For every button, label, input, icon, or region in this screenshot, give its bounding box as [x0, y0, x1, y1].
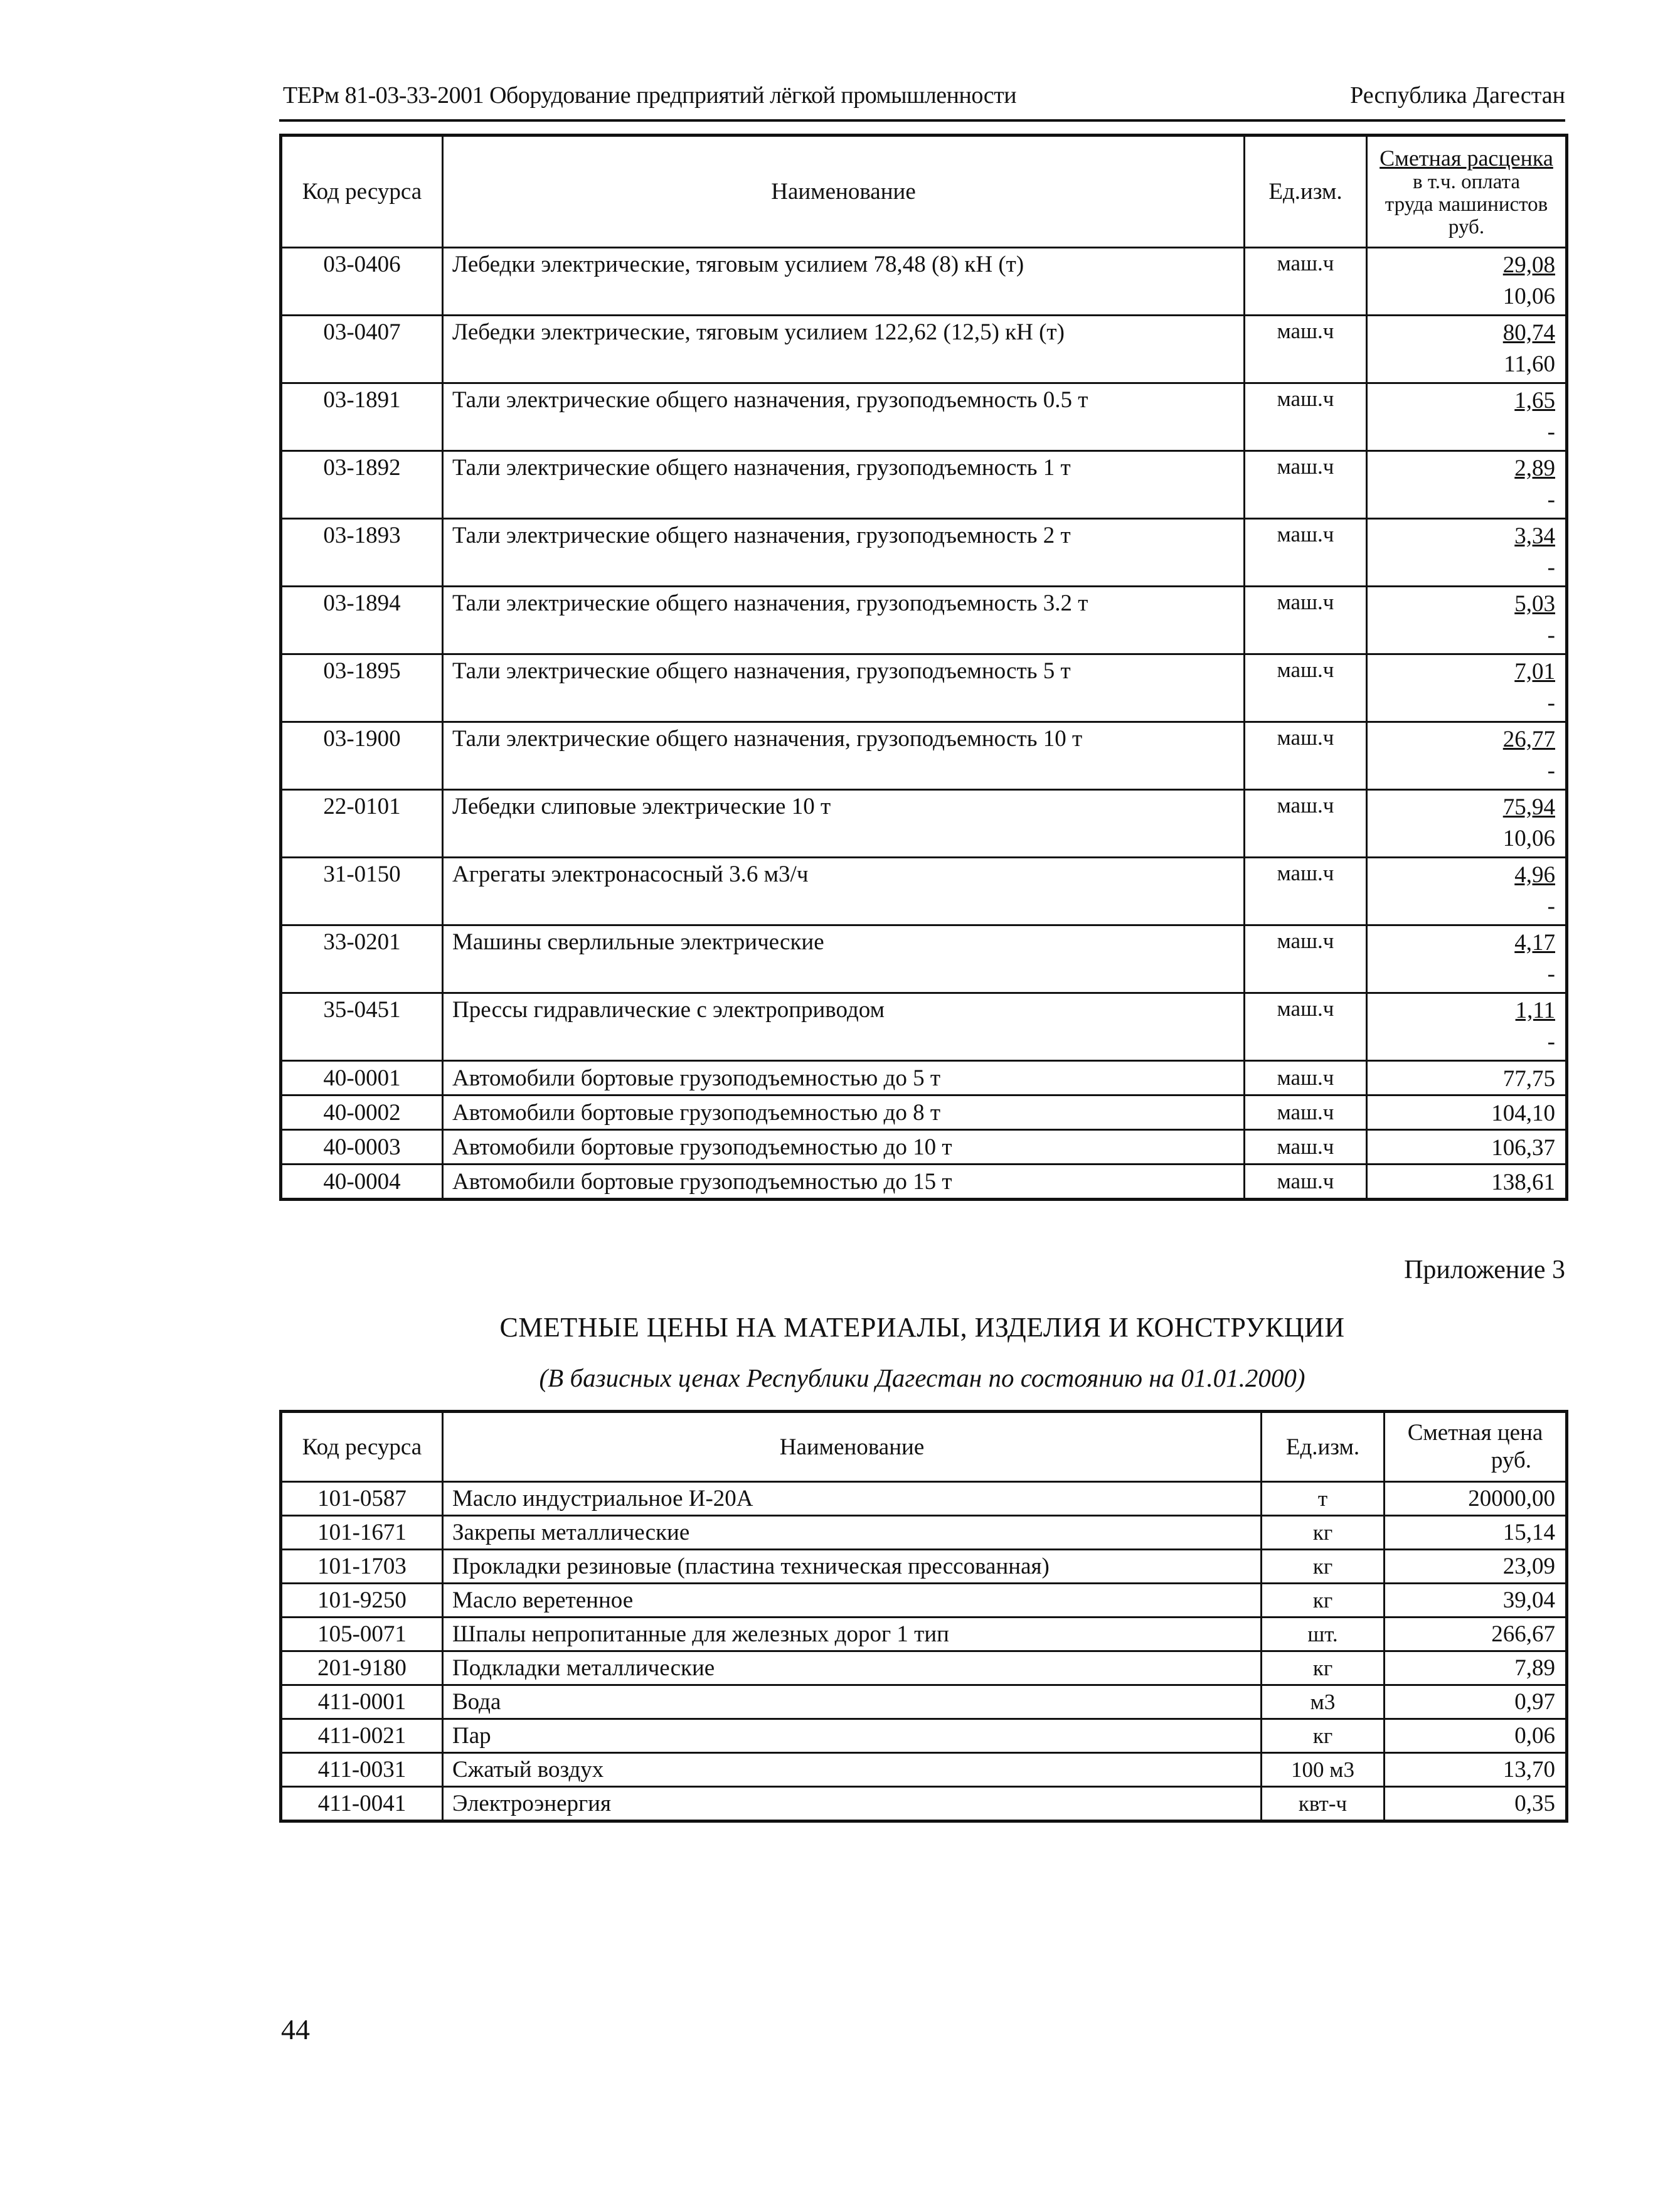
resource-price — [1367, 722, 1567, 790]
column-header-price — [1385, 1412, 1567, 1482]
resource-name: Масло веретенное — [443, 1584, 1262, 1618]
resource-price — [1367, 858, 1567, 925]
table-row — [281, 1482, 1567, 1516]
labor-value: - — [1547, 690, 1555, 716]
resource-code: 40-0003 — [281, 1130, 443, 1165]
resource-name: Сжатый воздух — [443, 1753, 1262, 1787]
resource-code: 22-0101 — [281, 790, 443, 858]
resource-code: 105-0071 — [281, 1618, 443, 1651]
resource-price: 0,97 — [1385, 1685, 1567, 1719]
header-divider — [279, 119, 1565, 122]
resource-unit: маш.ч — [1245, 1061, 1367, 1096]
labor-value: - — [1547, 555, 1555, 580]
resource-unit: маш.ч — [1245, 383, 1367, 451]
resource-name: Автомобили бортовые грузоподъемностью до 8 т — [443, 1096, 1245, 1130]
resource-name: Прокладки резиновые (пластина техническая прессованная) — [443, 1550, 1262, 1584]
resource-code: 40-0004 — [281, 1165, 443, 1200]
price-header-sub2: труда машинистов — [1385, 193, 1548, 216]
labor-value: - — [1547, 893, 1555, 919]
resource-unit: маш.ч — [1245, 993, 1367, 1061]
resource-unit: кг — [1262, 1584, 1385, 1618]
rate-value: 5,03 — [1514, 591, 1555, 617]
resource-price: 106,37 — [1367, 1130, 1567, 1165]
price-header-sub1: в т.ч. оплата — [1412, 170, 1520, 193]
resource-unit: квт-ч — [1262, 1787, 1385, 1821]
resource-unit: маш.ч — [1245, 790, 1367, 858]
table-row — [281, 1618, 1567, 1651]
resource-name: Лебедки слиповые электрические 10 т — [443, 790, 1245, 858]
resource-code: 03-1900 — [281, 722, 443, 790]
column-header-unit: Ед.изм. — [1245, 136, 1367, 248]
resource-name: Пар — [443, 1719, 1262, 1753]
resource-code: 31-0150 — [281, 858, 443, 925]
table-row — [281, 1685, 1567, 1719]
resource-name: Автомобили бортовые грузоподъемностью до 10 т — [443, 1130, 1245, 1165]
resource-price: 0,35 — [1385, 1787, 1567, 1821]
resource-unit: маш.ч — [1245, 722, 1367, 790]
table-row — [281, 790, 1567, 858]
resource-unit: маш.ч — [1245, 451, 1367, 519]
resource-price: 0,06 — [1385, 1719, 1567, 1753]
table-row — [281, 1787, 1567, 1821]
rate-value: 26,77 — [1502, 727, 1555, 752]
resource-price — [1367, 654, 1567, 722]
resource-price — [1367, 925, 1567, 993]
table-header-row — [281, 1412, 1567, 1482]
page-number: 44 — [281, 2013, 310, 2045]
column-header-name: Наименование — [443, 1412, 1262, 1482]
resource-price — [1367, 451, 1567, 519]
resource-name: Тали электрические общего назначения, грузоподъемность 3.2 т — [443, 587, 1245, 654]
resource-code: 201-9180 — [281, 1651, 443, 1685]
resource-code: 411-0021 — [281, 1719, 443, 1753]
machine-rates-body — [281, 248, 1567, 1200]
resource-code: 03-0407 — [281, 316, 443, 383]
table-row — [281, 925, 1567, 993]
resource-unit: шт. — [1262, 1618, 1385, 1651]
resource-code: 40-0001 — [281, 1061, 443, 1096]
resource-code: 35-0451 — [281, 993, 443, 1061]
resource-price: 266,67 — [1385, 1618, 1567, 1651]
column-header-name: Наименование — [443, 136, 1245, 248]
price-header-unit: руб. — [1448, 215, 1485, 238]
resource-price — [1367, 316, 1567, 383]
resource-code: 40-0002 — [281, 1096, 443, 1130]
labor-value: - — [1547, 622, 1555, 648]
labor-value: 11,60 — [1504, 351, 1555, 377]
resource-name: Тали электрические общего назначения, грузоподъемность 1 т — [443, 451, 1245, 519]
resource-price: 39,04 — [1385, 1584, 1567, 1618]
resource-name: Закрепы металлические — [443, 1516, 1262, 1550]
resource-name: Тали электрические общего назначения, грузоподъемность 5 т — [443, 654, 1245, 722]
resource-price: 104,10 — [1367, 1096, 1567, 1130]
resource-code: 03-1891 — [281, 383, 443, 451]
resource-code: 101-9250 — [281, 1584, 443, 1618]
column-header-price — [1367, 136, 1567, 248]
resource-unit: кг — [1262, 1550, 1385, 1584]
resource-price — [1367, 993, 1567, 1061]
table-row — [281, 1584, 1567, 1618]
resource-price: 138,61 — [1367, 1165, 1567, 1200]
table-row — [281, 587, 1567, 654]
resource-unit: маш.ч — [1245, 925, 1367, 993]
resource-code: 411-0031 — [281, 1753, 443, 1787]
table-row — [281, 1130, 1567, 1165]
document-header-title: ТЕРм 81-03-33-2001 Оборудование предприятий лёгкой промышленности — [283, 82, 1017, 109]
resource-name: Масло индустриальное И-20А — [443, 1482, 1262, 1516]
resource-unit: маш.ч — [1245, 316, 1367, 383]
resource-unit: маш.ч — [1245, 1165, 1367, 1200]
labor-value: - — [1547, 419, 1555, 445]
rate-value: 2,89 — [1514, 456, 1555, 481]
machine-rates-table — [279, 134, 1568, 1201]
resource-name: Лебедки электрические, тяговым усилием 122,62 (12,5) кН (т) — [443, 316, 1245, 383]
resource-name: Тали электрические общего назначения, грузоподъемность 0.5 т — [443, 383, 1245, 451]
material-prices-table — [279, 1410, 1568, 1823]
rate-value: 75,94 — [1502, 794, 1555, 820]
resource-code: 03-1894 — [281, 587, 443, 654]
resource-unit: 100 м3 — [1262, 1753, 1385, 1787]
table-row — [281, 1719, 1567, 1753]
table-row — [281, 654, 1567, 722]
resource-code: 411-0041 — [281, 1787, 443, 1821]
material-prices-body — [281, 1482, 1567, 1821]
table-row — [281, 1096, 1567, 1130]
resource-price — [1367, 790, 1567, 858]
table-row — [281, 519, 1567, 587]
section-title: СМЕТНЫЕ ЦЕНЫ НА МАТЕРИАЛЫ, ИЗДЕЛИЯ И КОНСТРУКЦИИ — [499, 1312, 1345, 1343]
table-row — [281, 993, 1567, 1061]
resource-unit: маш.ч — [1245, 519, 1367, 587]
resource-name: Тали электрические общего назначения, грузоподъемность 10 т — [443, 722, 1245, 790]
column-header-code: Код ресурса — [281, 136, 443, 248]
rate-value: 1,11 — [1515, 998, 1555, 1023]
resource-name: Машины сверлильные электрические — [443, 925, 1245, 993]
resource-name: Подкладки металлические — [443, 1651, 1262, 1685]
resource-unit: маш.ч — [1245, 1096, 1367, 1130]
resource-price — [1367, 383, 1567, 451]
resource-name: Автомобили бортовые грузоподъемностью до 15 т — [443, 1165, 1245, 1200]
resource-unit: т — [1262, 1482, 1385, 1516]
table-row — [281, 383, 1567, 451]
labor-value: - — [1547, 961, 1555, 987]
resource-unit: кг — [1262, 1516, 1385, 1550]
table-row — [281, 1550, 1567, 1584]
price-header-unit: руб. — [1491, 1447, 1531, 1473]
price-header-main: Сметная цена — [1407, 1420, 1543, 1446]
resource-name: Автомобили бортовые грузоподъемностью до 5 т — [443, 1061, 1245, 1096]
table-header-row — [281, 136, 1567, 248]
column-header-unit: Ед.изм. — [1262, 1412, 1385, 1482]
labor-value: - — [1547, 487, 1555, 513]
resource-code: 03-1893 — [281, 519, 443, 587]
resource-name: Шпалы непропитанные для железных дорог 1 тип — [443, 1618, 1262, 1651]
table-row — [281, 1165, 1567, 1200]
table-row — [281, 1753, 1567, 1787]
resource-name: Тали электрические общего назначения, грузоподъемность 2 т — [443, 519, 1245, 587]
resource-unit: маш.ч — [1245, 248, 1367, 316]
rate-value: 7,01 — [1514, 659, 1555, 685]
resource-code: 101-1671 — [281, 1516, 443, 1550]
labor-value: 10,06 — [1502, 284, 1555, 309]
rate-value: 29,08 — [1502, 252, 1555, 278]
resource-code: 03-0406 — [281, 248, 443, 316]
resource-unit: маш.ч — [1245, 654, 1367, 722]
price-header-main: Сметная расценка — [1380, 145, 1553, 171]
document-header-region: Республика Дагестан — [1350, 82, 1565, 109]
table-row — [281, 316, 1567, 383]
resource-price — [1367, 587, 1567, 654]
resource-code: 411-0001 — [281, 1685, 443, 1719]
resource-unit: м3 — [1262, 1685, 1385, 1719]
table-row — [281, 722, 1567, 790]
resource-price — [1367, 519, 1567, 587]
resource-price: 15,14 — [1385, 1516, 1567, 1550]
table-row — [281, 1651, 1567, 1685]
column-header-code: Код ресурса — [281, 1412, 443, 1482]
resource-price: 13,70 — [1385, 1753, 1567, 1787]
resource-unit: маш.ч — [1245, 587, 1367, 654]
rate-value: 3,34 — [1514, 523, 1555, 549]
resource-name: Лебедки электрические, тяговым усилием 78,48 (8) кН (т) — [443, 248, 1245, 316]
resource-code: 03-1895 — [281, 654, 443, 722]
appendix-label: Приложение 3 — [1404, 1255, 1565, 1284]
labor-value: - — [1547, 758, 1555, 784]
resource-unit: кг — [1262, 1651, 1385, 1685]
resource-code: 33-0201 — [281, 925, 443, 993]
resource-code: 101-0587 — [281, 1482, 443, 1516]
labor-value: - — [1547, 1029, 1555, 1055]
resource-name: Вода — [443, 1685, 1262, 1719]
rate-value: 80,74 — [1502, 320, 1555, 346]
rate-value: 1,65 — [1514, 388, 1555, 413]
table-row — [281, 248, 1567, 316]
resource-price: 23,09 — [1385, 1550, 1567, 1584]
table-row — [281, 1516, 1567, 1550]
resource-name: Электроэнергия — [443, 1787, 1262, 1821]
resource-price: 7,89 — [1385, 1651, 1567, 1685]
section-subtitle: (В базисных ценах Республики Дагестан по состоянию на 01.01.2000) — [539, 1363, 1305, 1392]
labor-value: 10,06 — [1502, 826, 1555, 851]
table-row — [281, 451, 1567, 519]
resource-price: 20000,00 — [1385, 1482, 1567, 1516]
resource-name: Прессы гидравлические с электроприводом — [443, 993, 1245, 1061]
resource-price: 77,75 — [1367, 1061, 1567, 1096]
table-row — [281, 1061, 1567, 1096]
rate-value: 4,17 — [1514, 930, 1555, 956]
resource-unit: кг — [1262, 1719, 1385, 1753]
table-row — [281, 858, 1567, 925]
resource-name: Агрегаты электронасосный 3.6 м3/ч — [443, 858, 1245, 925]
resource-price — [1367, 248, 1567, 316]
rate-value: 4,96 — [1514, 862, 1555, 888]
resource-unit: маш.ч — [1245, 1130, 1367, 1165]
resource-unit: маш.ч — [1245, 858, 1367, 925]
resource-code: 03-1892 — [281, 451, 443, 519]
resource-code: 101-1703 — [281, 1550, 443, 1584]
